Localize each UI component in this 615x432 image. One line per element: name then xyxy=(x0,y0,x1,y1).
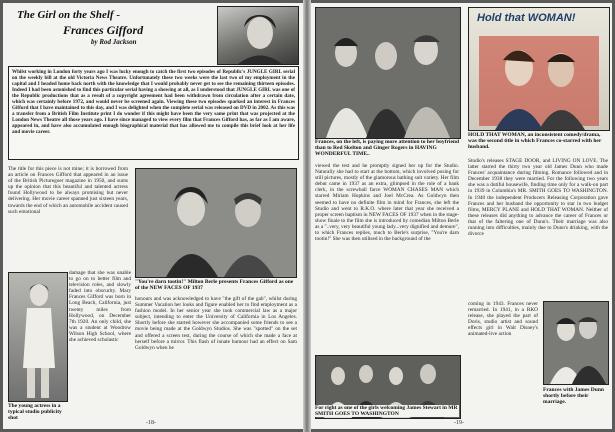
page-number-right: -19- xyxy=(454,420,464,426)
intro-text: Whilst working in London forty years ago I was lucky enough to catch the first two episodes of Republic's JUNGLE GIRL serial on the weekly bill at the old Victoria News Theatre. Unfortunately these two weeks were the last two of my employment in the capital and I headed home back north with the knowledge that I would probably never get to see the remaining thirteen episodes. Indeed I had been astonished to find this particular serial having a showing at all, as I understood that JUNGLE GIRL was one of the Republic productions that as a result of a copyright agreement had been withdrawn from circulation after a certain date, which was certainly before 1972, and would never be screened again. Viewing these two episodes sparked an interest in Frances Gifford that I have maintained to this day, and I was delighted when the complete serial was released on DVD in 2002. As this was a transfer from a British Film Institute print I do wonder if this might have been the very same print that was projected at the London News Theatre all those years ago. I have since managed to view every film that Frances Gifford has, as far as I am aware, appeared in, and have also accumulated enough biographical material that has allowed me to compile this brief look at her life and movie career. xyxy=(12,69,295,135)
dunn-photo xyxy=(543,301,609,385)
photo4-caption: For right as one of the girls welcoming James Stewart in MR SMITH GOES TO WASHINGTON xyxy=(315,405,458,418)
intro-box xyxy=(8,66,299,160)
photo1-caption: The young actress in a typical studio publicity shot xyxy=(8,403,62,422)
column2-text: honours and was acknowledged to have "the gift of the gab", whilst during Summer Vacation her looks and figure enabled her to find employment as a fashion model. In her senior year she took commercial law as a major subject, intending to enter the University of California in Los Angeles. Shortly before she started however she accompanied some friends to see a movie being made at the Goldwyn Studios. She was "spotted" on the set and offered a screen test, during the course of which she made a face at herself before a mirror. This flash of innate humour had an effect on Sam Goldwyn when he xyxy=(135,296,297,351)
left-page xyxy=(3,3,304,429)
column1b-text: damage that she was unable to go on to better film and television roles, and slowly faded into obscurity. Mary Frances Gifford was born in Long Beach, California, just twenty miles from Hollywood, on December 7th 1920. An only child, she was a student at Woodrow Wilson High School, where she achieved scholastic xyxy=(69,270,131,344)
right-page xyxy=(311,3,612,429)
middle-column-text: viewed the test and he promptly signed her up for the Studio. Naturally she had to start at the bottom, which involved posing for still pictures, mostly of the glamorous bathing suit variety. Her film debut came in 1937 as an extra, glimpsed in the role of a bank clerk, in the screwball farce WOMAN CHASES MAN which starred Miriam Hopkins and Joel McCrea. As Goldwyn then seemed to have no definite film in mind for Frances, she left the Studio and went to R.K.O. where later that year she received a proper screen baptism in NEW FACES OF 1937 when in the stage-show finale to the film she is introduced by comedian Milton Berle as a "..very, very beautiful young lady...very dignified and demure", to which Frances replies, much to Berle's surprise, "You're darn tootin!" She was then utilised in the background of the xyxy=(315,163,459,243)
book-gutter xyxy=(303,0,311,432)
photo5-caption: Frances with James Dunn shortly before their marriage. xyxy=(543,387,604,406)
publicity-photo xyxy=(8,272,68,402)
right-column-text-b: coming in 1943. Frances never remarried. In 1941, in a RKO release, she played the part of Doris, studio artist and sound effects girl in Walt Disney's animated-live action xyxy=(468,301,538,338)
page-number-left: -18- xyxy=(146,420,156,426)
portrait-photo xyxy=(217,6,299,65)
photo3-caption: Frances, on the left, is paying more attention to her boyfriend than to Red Skelton and Ginger Rogers in HAVING WONDERFUL TIME.. xyxy=(315,139,460,158)
poster-caption: HOLD THAT WOMAN, an inconsistent comedy/drama, was the second title in which Frances co-starred with her husband. xyxy=(468,132,602,151)
article-title: The Girl on the Shelf - xyxy=(17,9,120,21)
having-wonderful-time-photo xyxy=(315,7,461,139)
byline: by Rod Jackson xyxy=(91,38,137,46)
new-faces-photo xyxy=(135,168,297,278)
photo2-caption: "You're darn tootin!" Milton Berle presents Frances Gifford as one of the NEW FACES OF 1937 xyxy=(135,279,294,292)
hold-that-woman-poster xyxy=(468,7,610,131)
right-column-text: Studio's releases STAGE DOOR, and LIVING ON LOVE. The latter starred the thirty two year old James Dunn who made Frances' acquaintance during filming. Romance followed and in December 1938 they were married. For the following two years she was a dutiful housewife, finding time only for a walk-on part in 1939 in Columbia's MR. SMITH GOES TO WASHINGTON. In 1940 the independent Producers Releasing Corporation gave Frances and her husband the opportunity to star in two budget films, MERCY PLANE and HOLD THAT WOMAN. Neither of these releases did anything to advance the career of Frances or that of the faltering one of Dunn's. Their marriage was also running into difficulties, mainly due to Dunn's drinking, with the divorce xyxy=(468,158,608,238)
article-subtitle: Frances Gifford xyxy=(63,23,144,37)
column1-text: The title for this piece is not mine; it is borrowed from an article on Frances Gifford that appeared in an issue of the British Picturegoer magazine in 1950, and sums up the opinion that this beautiful and talented actress found Hollywood to be always promising but never delivering. Her movie career spanned just sixteen years, towards the end of which an automobile accident caused such emotional xyxy=(8,166,128,215)
poster-title: Hold that WOMAN! xyxy=(477,12,576,24)
